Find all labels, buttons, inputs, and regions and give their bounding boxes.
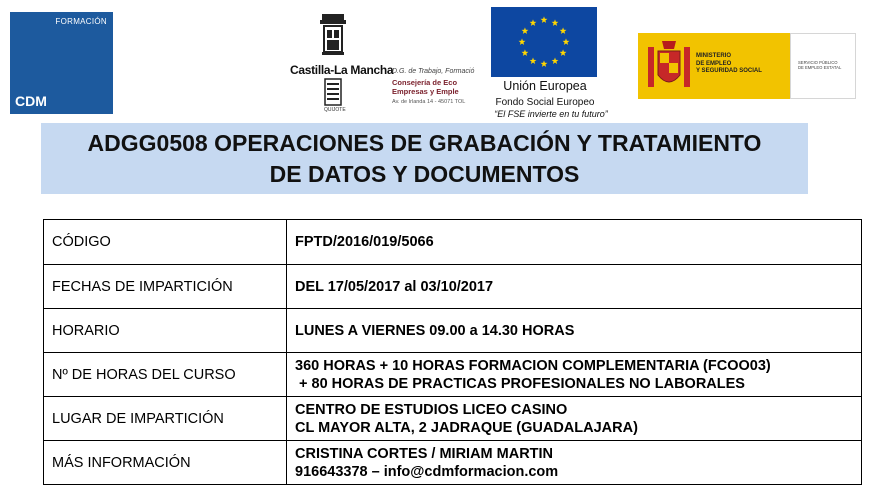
course-title-line: DE DATOS Y DOCUMENTOS [269, 161, 580, 187]
eu-flag-icon [491, 7, 597, 77]
table-row-mas-informacion [44, 441, 862, 485]
cdm-logo [10, 12, 113, 114]
spain-coat-of-arms-icon [646, 37, 692, 95]
value-line: CL MAYOR ALTA, 2 JADRAQUE (GUADALAJARA) [295, 419, 638, 436]
value-line: DEL 17/05/2017 al 03/10/2017 [295, 278, 494, 295]
eu-star-icon [522, 49, 529, 56]
castilla-la-mancha-logo [288, 10, 478, 113]
eu-star-icon [522, 27, 529, 34]
sepe-panel [790, 33, 856, 99]
castilla-la-mancha-name: Castilla-La Mancha [290, 63, 394, 77]
row-value [287, 220, 862, 265]
ministerio-empleo-logo [638, 33, 858, 99]
row-label: LUGAR DE IMPARTICIÓN [44, 397, 287, 441]
table-row-lugar [44, 397, 862, 441]
row-value [287, 265, 862, 309]
value-line: LUNES A VIERNES 09.00 a 14.30 HORAS [295, 322, 575, 339]
eu-star-icon [552, 19, 559, 26]
value-line: CRISTINA CORTES / MIRIAM MARTIN [295, 445, 554, 462]
table-row-fechas [44, 265, 862, 309]
value-line: + 80 HORAS DE PRACTICAS PROFESIONALES NO LABORALES [295, 375, 745, 392]
value-line: 360 HORAS + 10 HORAS FORMACION COMPLEMENTARIA (FCOO03) [295, 357, 771, 374]
table-row-codigo [44, 220, 862, 265]
fse-motto: “El FSE invierte en tu futuro” [494, 109, 608, 119]
row-value [287, 397, 862, 441]
eu-star-icon [563, 38, 570, 45]
eu-star-icon [519, 38, 526, 45]
eu-stars-icon [491, 7, 597, 77]
eu-star-icon [530, 57, 537, 64]
direccion-general-text: D.G. de Trabajo, Formació [392, 68, 475, 75]
value-line: 916643378 – info@cdmformacion.com [295, 463, 559, 480]
eu-star-icon [552, 57, 559, 64]
row-value [287, 309, 862, 353]
row-value [287, 353, 862, 397]
cdm-formacion-label: FORMACIÓN [55, 17, 107, 26]
row-value [287, 441, 862, 485]
consejeria-line: Consejería de Eco [392, 78, 458, 87]
value-line: FPTD/2016/019/5066 [295, 234, 434, 250]
quijote-brand-icon [324, 78, 342, 106]
quijote-brand-label: QUIJOTE [324, 107, 346, 113]
value-line: CENTRO DE ESTUDIOS LICEO CASINO [295, 401, 568, 418]
union-europea-logo [480, 7, 630, 122]
row-label: CÓDIGO [44, 220, 287, 265]
eu-star-icon [530, 19, 537, 26]
eu-star-icon [560, 49, 567, 56]
eu-star-icon [560, 27, 567, 34]
sepe-label: SERVICIO PÚBLICO DE EMPLEO ESTATAL [798, 60, 842, 70]
consejeria-address: Av. de Irlanda 14 - 45071 TOL [392, 99, 466, 105]
cdm-name-label: CDM [15, 93, 47, 109]
course-info-table [43, 219, 862, 485]
eu-star-icon [541, 16, 548, 23]
row-label: Nº DE HORAS DEL CURSO [44, 353, 287, 397]
table-row-horario [44, 309, 862, 353]
castle-crest-icon [316, 12, 350, 56]
union-europea-name: Unión Europea [503, 79, 587, 93]
consejeria-line: Empresas y Emple [392, 87, 459, 96]
table-row-horas [44, 353, 862, 397]
eu-star-icon [541, 60, 548, 67]
ministerio-label: MINISTERIO DE EMPLEO Y SEGURIDAD SOCIAL [696, 53, 762, 74]
consejeria-text [392, 78, 459, 96]
row-label: MÁS INFORMACIÓN [44, 441, 287, 485]
course-title-band [41, 123, 808, 194]
fondo-social-europeo-label: Fondo Social Europeo [495, 97, 595, 108]
course-title-line: ADGG0508 OPERACIONES DE GRABACIÓN Y TRATAMIENTO [87, 130, 762, 156]
row-label: HORARIO [44, 309, 287, 353]
row-label: FECHAS DE IMPARTICIÓN [44, 265, 287, 309]
